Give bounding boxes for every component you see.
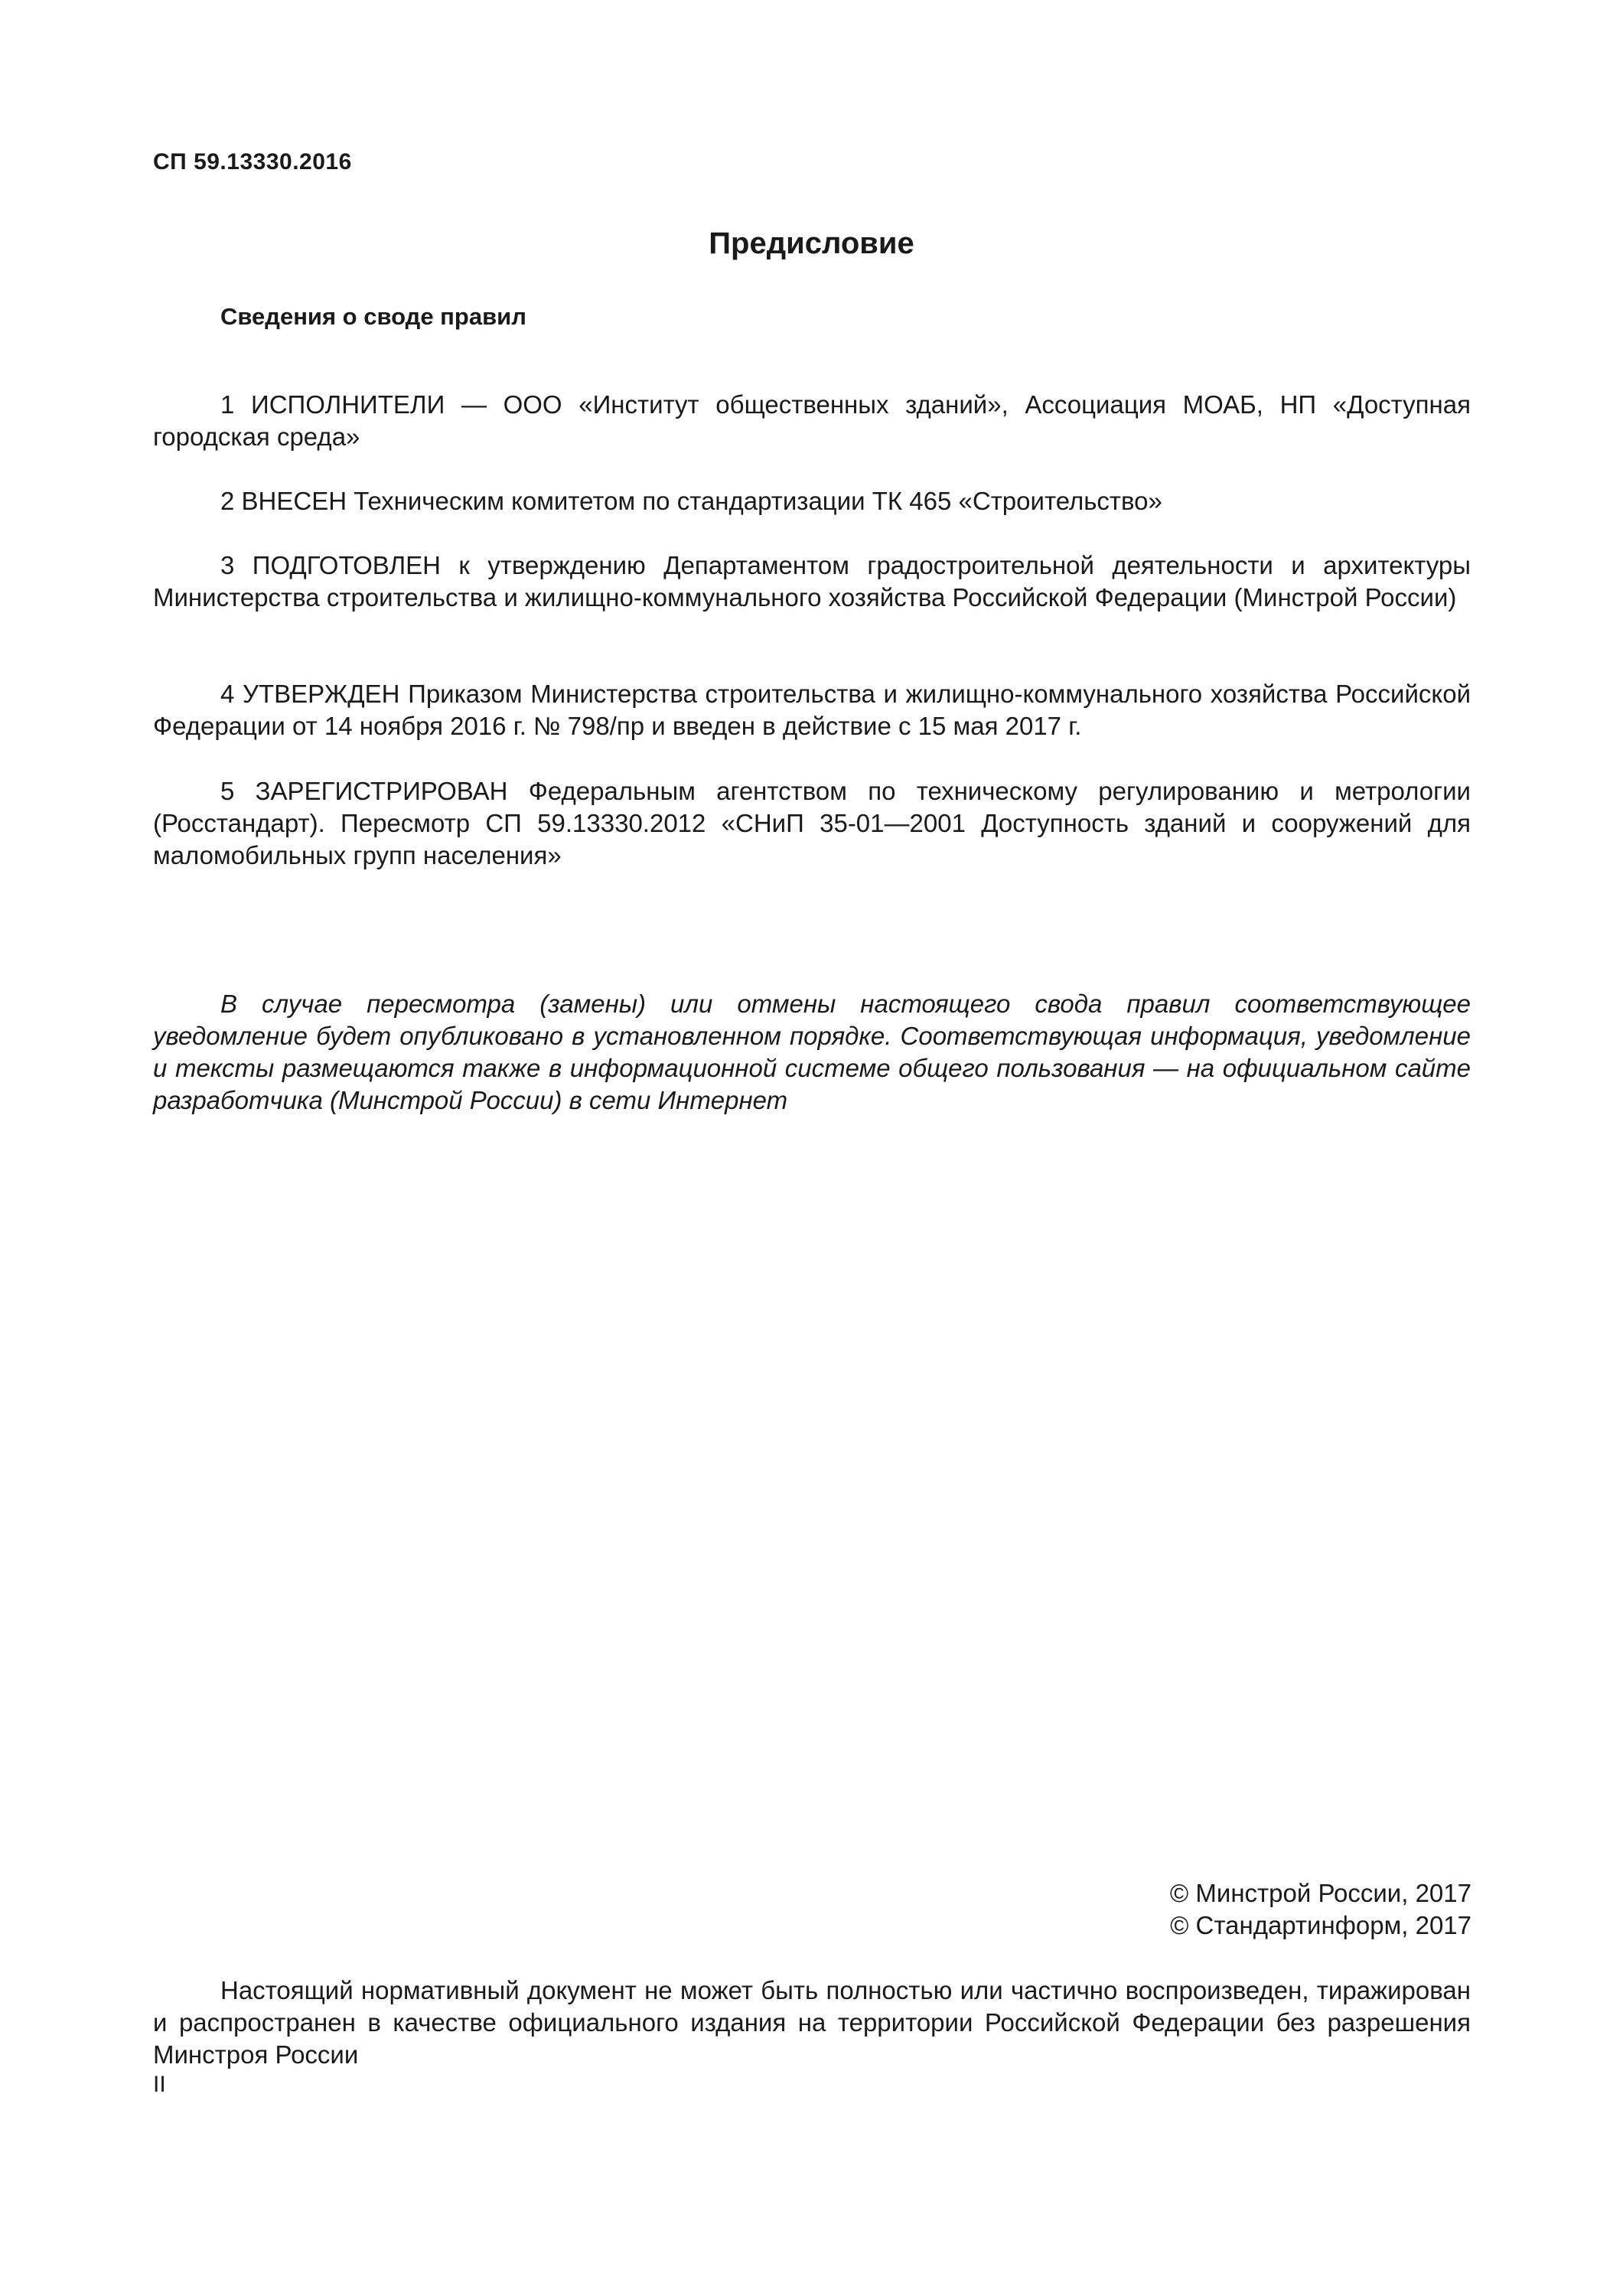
copyright-line-ministry: © Минстрой России, 2017	[1169, 1879, 1471, 1907]
document-code: СП 59.13330.2016	[153, 149, 352, 174]
paragraph-approved: 4 УТВЕРЖДЕН Приказом Министерства строительства и жилищно-коммунального хозяйства Российской Федерации от 14 ноября 2016 г. № 798/пр и введен в действие с 15 мая 2017 г.	[153, 680, 1471, 740]
page-number: II	[153, 2072, 166, 2097]
revision-notice: В случае пересмотра (замены) или отмены настоящего свода правил соответствующее уведомление будет опубликовано в установленном порядке. Соответствующая информация, уведомление и тексты размещаются также в информационной системе общего пользования — на официальном сайте разработчика (Минстрой России) в сети Интернет	[153, 990, 1471, 1114]
paragraph-executors: 1 ИСПОЛНИТЕЛИ — ООО «Институт общественных зданий», Ассоциация МОАБ, НП «Доступная городская среда»	[153, 390, 1471, 451]
copyright-line-standartinform: © Стандартинформ, 2017	[1170, 1911, 1471, 1939]
copyright-block	[1170, 1877, 1471, 1942]
paragraph-registered: 5 ЗАРЕГИСТРИРОВАН Федеральным агентством по техническому регулированию и метрологии (Росстандарт). Пересмотр СП 59.13330.2012 «СНиП 35-01—2001 Доступность зданий и сооружений для маломобильных групп населения»	[153, 777, 1471, 869]
paragraph-prepared: 3 ПОДГОТОВЛЕН к утверждению Департаментом градостроительной деятельности и архитектуры Министерства строительства и жилищно-коммунального хозяйства Российской Федерации (Минстрой России)	[153, 551, 1471, 612]
paragraph-submitted: 2 ВНЕСЕН Техническим комитетом по стандартизации ТК 465 «Строительство»	[220, 487, 1162, 515]
section-heading: Сведения о своде правил	[220, 303, 526, 330]
page-title: Предисловие	[709, 227, 914, 260]
legal-notice: Настоящий нормативный документ не может быть полностью или частично воспроизведен, тиражирован и распространен в качестве официального издания на территории Российской Федерации без разрешения Минстроя России	[153, 1976, 1471, 2069]
